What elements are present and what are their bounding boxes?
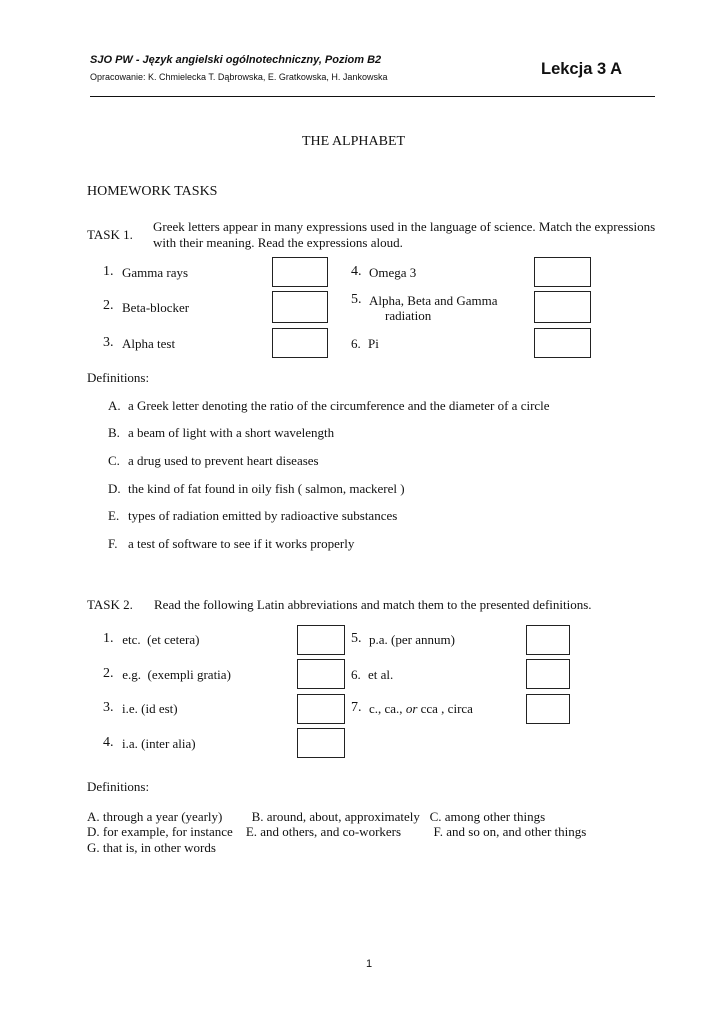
definition-letter: F. bbox=[108, 536, 118, 551]
definition-letter: C. bbox=[108, 453, 120, 468]
task2-answer-box-4[interactable] bbox=[297, 728, 345, 758]
task2-definitions-heading: Definitions: bbox=[87, 779, 150, 794]
task1-item-text: Gamma rays bbox=[122, 265, 189, 280]
task2-item-num: 5. bbox=[351, 631, 362, 646]
task2-item-num: 6. bbox=[351, 667, 361, 682]
task2-definitions-line: G. that is, in other words bbox=[87, 840, 216, 855]
page-title: THE ALPHABET bbox=[302, 134, 406, 149]
authors-line: Opracowanie: K. Chmielecka T. Dąbrowska, E. Gratkowska, H. Jankowska bbox=[90, 72, 388, 82]
task1-item-num: 2. bbox=[103, 298, 114, 313]
task2-item-text: e.g. (exempli gratia) bbox=[119, 667, 231, 682]
task1-instruction-line1: Greek letters appear in many expressions used in the language of science. Match the expressions bbox=[153, 219, 656, 234]
task2-answer-box-7[interactable] bbox=[526, 694, 570, 724]
task2-item-text: et al. bbox=[368, 667, 394, 682]
definition-text: types of radiation emitted by radioactive substances bbox=[128, 508, 398, 523]
course-title: SJO PW - Język angielski ogólnotechniczny, Poziom B2 bbox=[90, 54, 382, 66]
task1-item-text: Beta-blocker bbox=[122, 300, 190, 315]
task2-answer-box-3[interactable] bbox=[297, 694, 345, 724]
task2-item-text: i.a. (inter alia) bbox=[122, 736, 196, 751]
task1-answer-box-6[interactable] bbox=[534, 328, 591, 358]
task2-item-num: 2. bbox=[103, 666, 114, 681]
task2-answer-box-1[interactable] bbox=[297, 625, 345, 655]
task1-item-num: 5. bbox=[351, 292, 362, 307]
task1-answer-box-2[interactable] bbox=[272, 291, 328, 323]
task2-answer-box-5[interactable] bbox=[526, 625, 570, 655]
task2-definitions-line: D. for example, for instance E. and others, and co-workers F. and so on, and other things bbox=[87, 824, 587, 839]
task1-item-num: 1. bbox=[103, 264, 114, 279]
task1-item-text: Omega 3 bbox=[369, 265, 417, 280]
homework-heading: HOMEWORK TASKS bbox=[87, 184, 218, 199]
task1-item-text-cont: radiation bbox=[385, 308, 432, 323]
task1-item-num: 4. bbox=[351, 264, 362, 279]
task2-answer-box-2[interactable] bbox=[297, 659, 345, 689]
definition-letter: A. bbox=[108, 398, 121, 413]
item-text-part: c., ca., bbox=[369, 701, 406, 716]
lesson-label: Lekcja 3 A bbox=[541, 60, 623, 78]
definition-text: a test of software to see if it works properly bbox=[128, 536, 355, 551]
task1-item-num: 3. bbox=[103, 335, 114, 350]
task1-item-num: 6. bbox=[351, 336, 361, 351]
definition-text: a drug used to prevent heart diseases bbox=[128, 453, 319, 468]
definition-letter: D. bbox=[108, 481, 121, 496]
task2-item-text bbox=[369, 701, 473, 717]
task2-item-text: p.a. (per annum) bbox=[369, 632, 455, 647]
definition-text: a Greek letter denoting the ratio of the circumference and the diameter of a circle bbox=[128, 398, 550, 413]
task1-item-text: Alpha test bbox=[122, 336, 176, 351]
task2-answer-box-6[interactable] bbox=[526, 659, 570, 689]
task1-item-text: Alpha, Beta and Gamma bbox=[369, 293, 498, 308]
task1-instruction-line2: with their meaning. Read the expressions aloud. bbox=[153, 235, 403, 250]
task2-instruction: Read the following Latin abbreviations and match them to the presented definitions. bbox=[154, 597, 592, 612]
task1-item-text: Pi bbox=[368, 336, 379, 351]
definition-letter: B. bbox=[108, 425, 120, 440]
task2-label: TASK 2. bbox=[87, 597, 133, 612]
task2-definitions-line: A. through a year (yearly) B. around, about, approximately C. among other things bbox=[87, 809, 546, 824]
task1-answer-box-1[interactable] bbox=[272, 257, 328, 287]
task2-item-num: 7. bbox=[351, 700, 362, 715]
task2-item-num: 3. bbox=[103, 700, 114, 715]
task2-item-text: etc. (et cetera) bbox=[119, 632, 200, 647]
task1-definitions-heading: Definitions: bbox=[87, 370, 150, 385]
task1-label: TASK 1. bbox=[87, 227, 133, 242]
definition-text: the kind of fat found in oily fish ( salmon, mackerel ) bbox=[128, 481, 405, 496]
definition-letter: E. bbox=[108, 508, 120, 523]
task1-answer-box-5[interactable] bbox=[534, 291, 591, 323]
task2-item-text: i.e. (id est) bbox=[122, 701, 178, 716]
task2-item-num: 1. bbox=[103, 631, 114, 646]
task1-answer-box-3[interactable] bbox=[272, 328, 328, 358]
header-divider bbox=[90, 96, 655, 97]
task2-item-num: 4. bbox=[103, 735, 114, 750]
task1-answer-box-4[interactable] bbox=[534, 257, 591, 287]
definition-text: a beam of light with a short wavelength bbox=[128, 425, 335, 440]
item-text-or: or bbox=[405, 701, 418, 716]
page-number: 1 bbox=[366, 958, 373, 970]
item-text-part: cca , circa bbox=[417, 701, 473, 716]
